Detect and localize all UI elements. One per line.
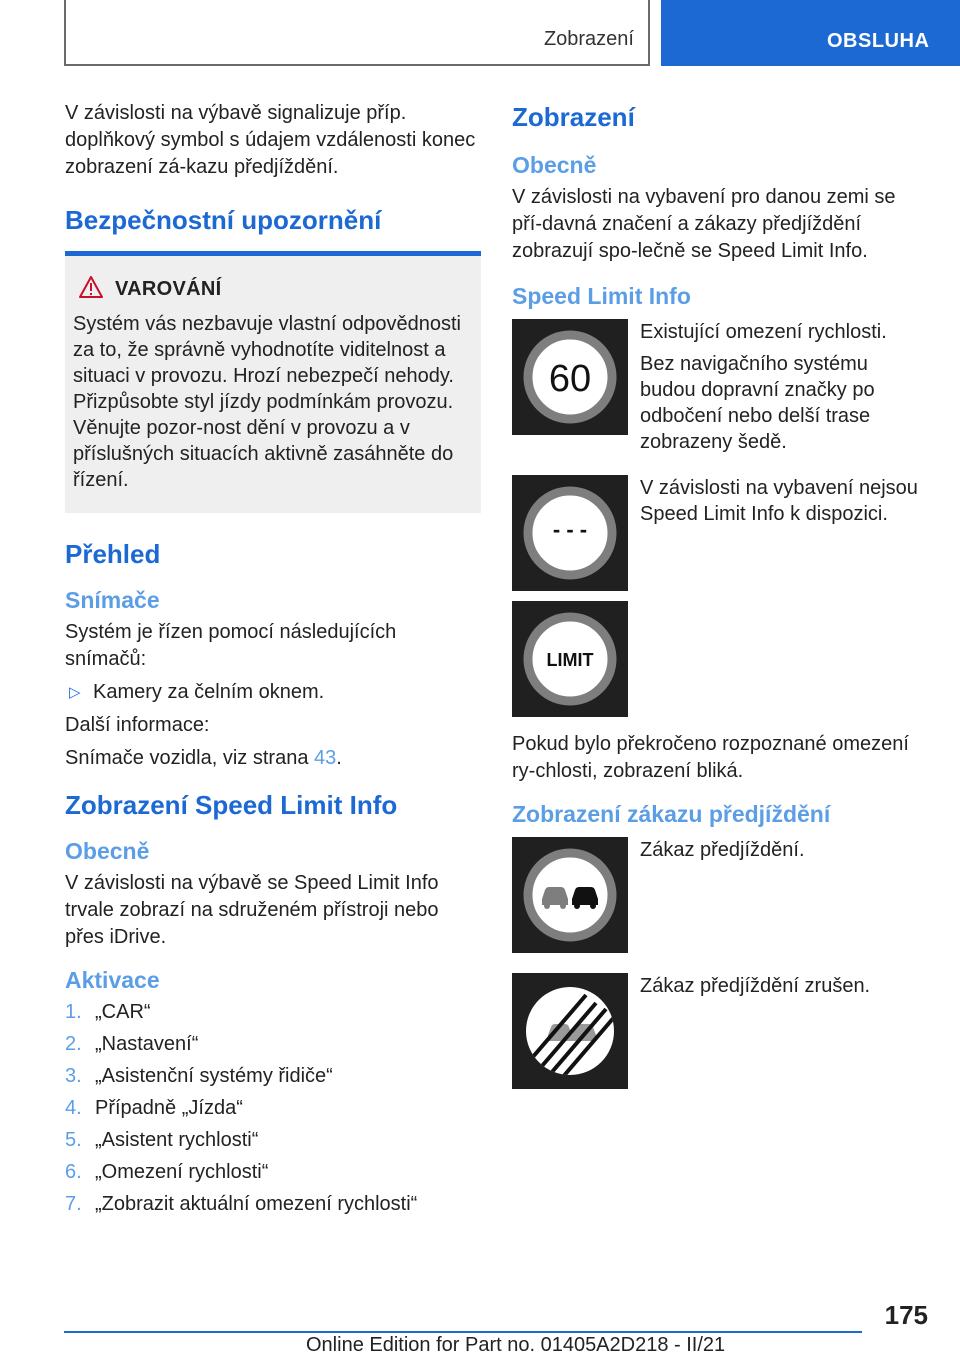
step-text: Případně „Jízda“: [95, 1097, 243, 1119]
step-number: 2.: [65, 1033, 82, 1055]
step-number: 3.: [65, 1065, 82, 1087]
header-section-box: [64, 0, 650, 66]
row-speed-unavailable: [512, 475, 926, 591]
speed-sign-60-image: [512, 319, 628, 435]
display-heading: Zobrazení: [512, 102, 635, 132]
activation-steps: [65, 999, 481, 1218]
step-text: „Zobrazit aktuální omezení rychlosti“: [95, 1193, 418, 1215]
step-item: [65, 1095, 481, 1122]
header-chapter-tab: [661, 0, 960, 66]
step-item: [65, 1159, 481, 1186]
row-no-overtake-cancelled: [512, 973, 926, 1089]
step-text: „Asistent rychlosti“: [95, 1129, 259, 1151]
no-overtake-text: Zákaz předjíždění.: [640, 839, 805, 861]
sensors-reference: [65, 745, 481, 772]
speed-limit-label: LIMIT: [546, 650, 594, 670]
general-heading-right: Obecně: [512, 152, 597, 178]
step-number: 4.: [65, 1097, 82, 1119]
overview-heading: Přehled: [65, 539, 161, 569]
unavailable-text: V závislosti na vybavení nejsou Speed Limit Info k dispozici.: [640, 477, 918, 525]
speed-60-label: 60: [548, 358, 592, 400]
sensors-ref-page-link[interactable]: 43: [314, 747, 337, 769]
step-number: 1.: [65, 1001, 82, 1023]
sensors-ref-text: Snímače vozidla, viz strana: [65, 747, 309, 769]
no-nav-text: Bez navigačního systému budou dopravní značky po odbočení nebo delší trase zobrazeny šedě.: [640, 353, 875, 453]
speed-sign-limit-image: [512, 601, 628, 717]
step-number: 6.: [65, 1161, 82, 1183]
warning-title: VAROVÁNÍ: [115, 278, 222, 300]
no-overtaking-sign-image: [512, 837, 628, 953]
left-column: [65, 100, 481, 1223]
existing-limit-text: Existující omezení rychlosti.: [640, 321, 887, 343]
general-text-left: V závislosti na výbavě se Speed Limit Info trvale zobrazí na sdruženém přístroji nebo přes iDrive.: [65, 872, 439, 948]
step-text: „Asistenční systémy řidiče“: [95, 1065, 333, 1087]
more-info-label: Další informace:: [65, 714, 210, 736]
step-item: [65, 1063, 481, 1090]
step-item: [65, 999, 481, 1026]
general-heading-left: Obecně: [65, 838, 150, 864]
footer-divider: [64, 1331, 862, 1333]
bullet-triangle-icon: ▷: [69, 684, 81, 701]
sensors-bullet: [65, 679, 481, 706]
step-item: [65, 1191, 481, 1218]
no-overtake-cancelled-text: Zákaz předjíždění zrušen.: [640, 975, 871, 997]
warning-icon: [79, 276, 103, 303]
warning-text: Systém vás nezbavuje vlastní odpovědnosti za to, že správně vyhodnotíte viditelnost a situaci v provozu. Hrozí nebezpečí nehody. Přizpůsobte styl jízdy podmínkám provozu. Věnujte pozor-nost dění v provozu a v příslušných situacích aktivně zasáhněte do řízení.: [73, 313, 461, 491]
sli-heading: Zobrazení Speed Limit Info: [65, 790, 398, 820]
step-item: [65, 1031, 481, 1058]
step-text: „CAR“: [95, 1001, 151, 1023]
right-column: [512, 100, 926, 1089]
step-number: 7.: [65, 1193, 82, 1215]
sensors-text: Systém je řízen pomocí následujících snímačů:: [65, 621, 397, 670]
header-section-title: Zobrazení: [543, 28, 634, 50]
sli-subheading: Speed Limit Info: [512, 283, 691, 309]
footer-edition: Online Edition for Part no. 01405A2D218 - II/21: [306, 1334, 726, 1356]
row-speed-60: [512, 319, 926, 455]
intro-paragraph: V závislosti na výbavě signalizuje příp. doplňkový symbol s údajem vzdálenosti konec zobrazení zá-kazu předjíždění.: [65, 102, 476, 178]
sensors-bullet-text: Kamery za čelním oknem.: [93, 681, 325, 703]
step-item: [65, 1127, 481, 1154]
row-speed-limit: [512, 601, 926, 717]
step-text: „Nastavení“: [95, 1033, 199, 1055]
speed-sign-dashes-image: [512, 475, 628, 591]
sensors-heading: Snímače: [65, 587, 160, 613]
speed-dash-label: - - -: [552, 517, 588, 542]
warning-box: [65, 251, 481, 513]
row-no-overtake: [512, 837, 926, 953]
exceeded-text: Pokud bylo překročeno rozpoznané omezení ry-chlosti, zobrazení bliká.: [512, 733, 909, 782]
sensors-ref-end: .: [336, 747, 342, 769]
overtake-heading: Zobrazení zákazu předjíždění: [512, 801, 831, 827]
page-number: 175: [884, 1300, 928, 1330]
step-text: „Omezení rychlosti“: [95, 1161, 269, 1183]
no-overtaking-end-sign-image: [512, 973, 628, 1089]
activation-heading: Aktivace: [65, 967, 160, 993]
safety-heading: Bezpečnostní upozornění: [65, 205, 382, 235]
step-number: 5.: [65, 1129, 82, 1151]
header-chapter-label: OBSLUHA: [827, 30, 930, 52]
general-text-right: V závislosti na vybavení pro danou zemi se pří-davná značení a zákazy předjíždění zobrazují spo-lečně se Speed Limit Info.: [512, 186, 896, 262]
